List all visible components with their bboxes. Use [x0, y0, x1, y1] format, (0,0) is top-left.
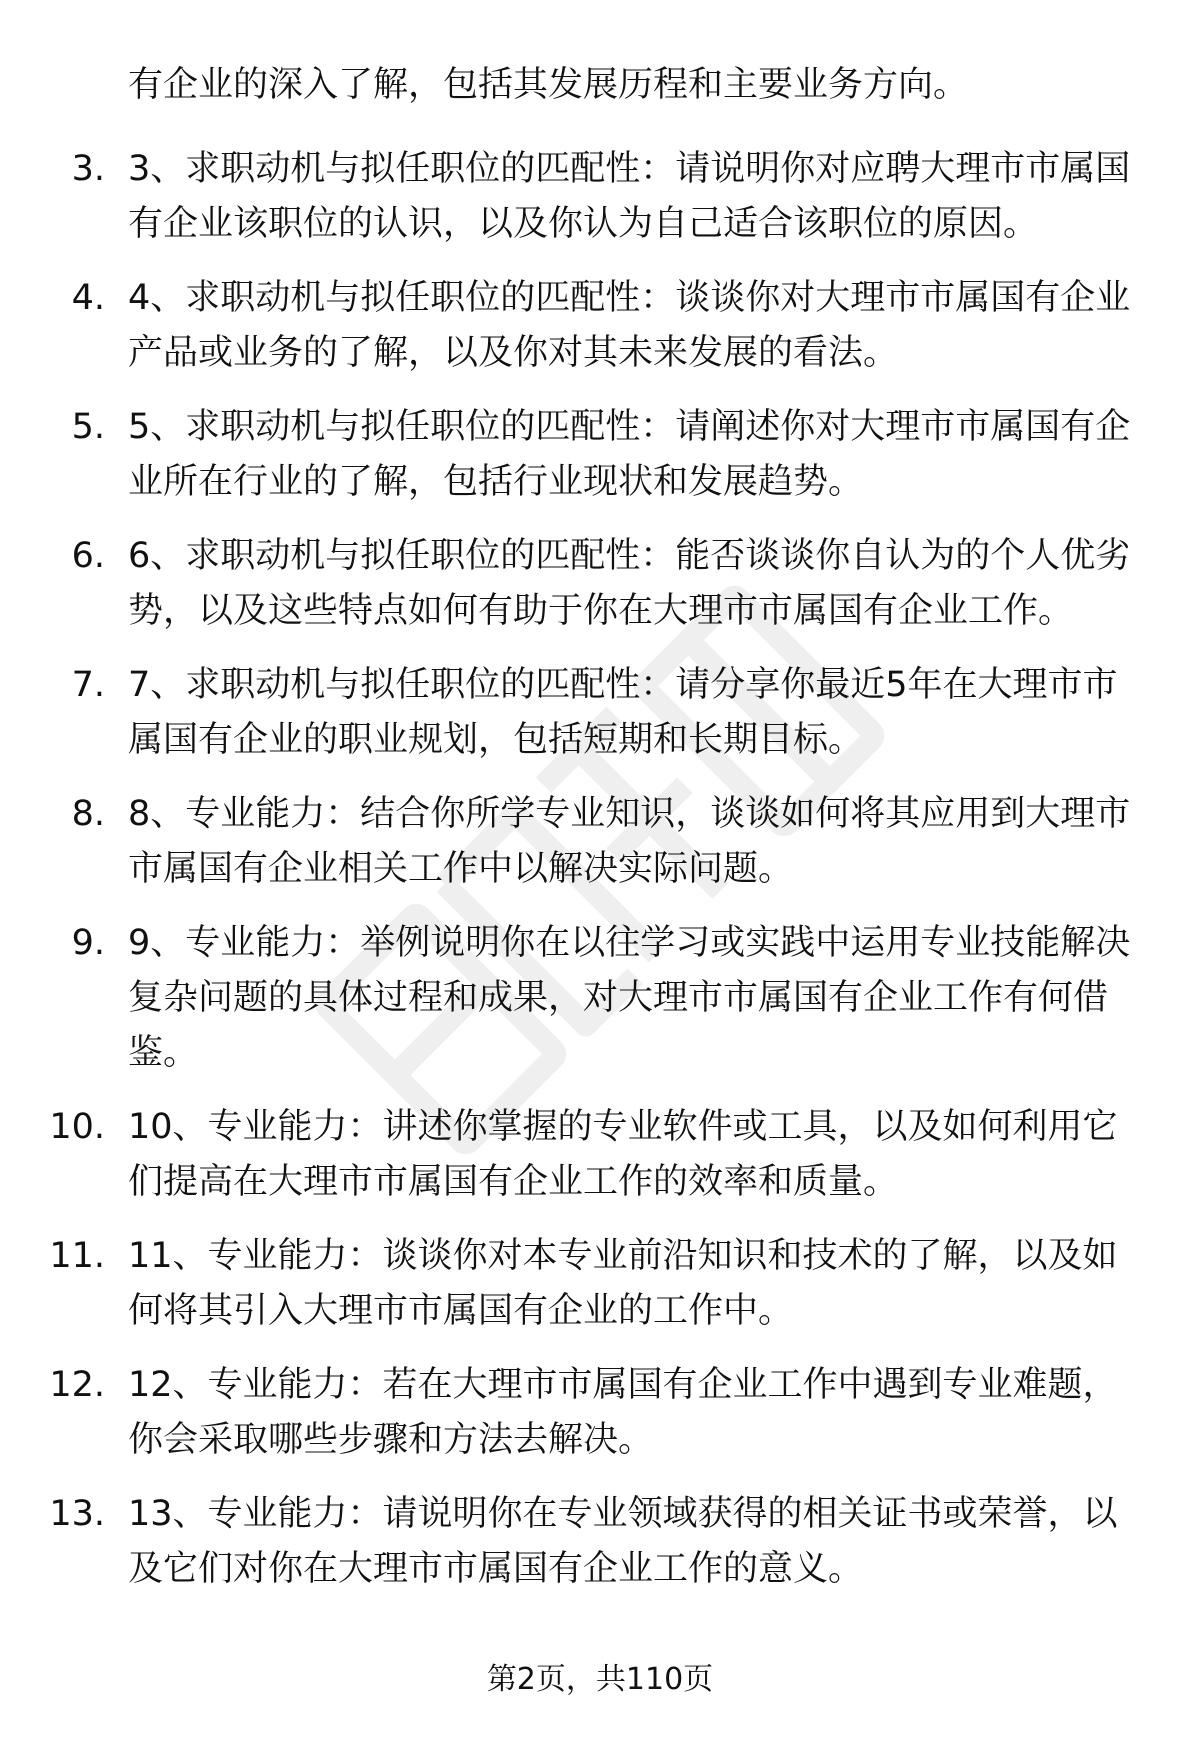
item-number: 8.	[71, 794, 105, 834]
item-line: 13、专业能力：请说明你在专业领域获得的相关证书或荣誉，以	[128, 1494, 1118, 1534]
item-text	[128, 400, 1168, 510]
item-line: 5、求职动机与拟任职位的匹配性：请阐述你对大理市市属国有企	[128, 407, 1131, 447]
item-line: 势，以及这些特点如何有助于你在大理市市属国有企业工作。	[128, 591, 1074, 631]
item-line: 3、求职动机与拟任职位的匹配性：请说明你对应聘大理市市属国	[128, 149, 1131, 189]
item-line: 业所在行业的了解，包括行业现状和发展趋势。	[128, 462, 864, 502]
item-line: 何将其引入大理市市属国有企业的工作中。	[128, 1291, 794, 1331]
list-item	[0, 529, 1200, 631]
item-text	[128, 916, 1168, 1081]
item-number: 11.	[49, 1236, 105, 1276]
list-item	[0, 658, 1200, 760]
item-number: 6.	[71, 536, 105, 576]
item-line: 10、专业能力：讲述你掌握的专业软件或工具，以及如何利用它	[128, 1107, 1118, 1147]
item-number: 4.	[71, 278, 105, 318]
list-item	[0, 1358, 1200, 1460]
item-line: 7、求职动机与拟任职位的匹配性：请分享你最近5年在大理市市	[128, 665, 1118, 705]
item-number: 9.	[71, 923, 105, 963]
item-text	[128, 142, 1168, 252]
list-item	[0, 1229, 1200, 1331]
list-item	[0, 271, 1200, 373]
page-number: 第2页，共110页	[486, 1662, 714, 1697]
item-line: 属国有企业的职业规划，包括短期和长期目标。	[128, 720, 864, 760]
item-number: 5.	[71, 407, 105, 447]
item-number: 10.	[49, 1107, 105, 1147]
item-line: 产品或业务的了解，以及你对其未来发展的看法。	[128, 333, 899, 373]
item-number: 3.	[71, 149, 105, 189]
item-text	[128, 1100, 1168, 1210]
list-item	[0, 787, 1200, 889]
item-text	[128, 1487, 1168, 1597]
list-item	[0, 400, 1200, 502]
item-number: 13.	[49, 1494, 105, 1534]
item-text	[128, 1358, 1168, 1468]
item-text	[128, 529, 1168, 639]
item-line: 12、专业能力：若在大理市市属国有企业工作中遇到专业难题，	[128, 1365, 1118, 1405]
item-line: 有企业该职位的认识，以及你认为自己适合该职位的原因。	[128, 204, 1039, 244]
list-item	[0, 916, 1200, 1073]
item-number: 7.	[71, 665, 105, 705]
continuation-line: 有企业的深入了解，包括其发展历程和主要业务方向。	[128, 65, 969, 105]
item-text	[128, 1229, 1168, 1339]
item-line: 11、专业能力：谈谈你对本专业前沿知识和技术的了解，以及如	[128, 1236, 1118, 1276]
item-number: 12.	[49, 1365, 105, 1405]
item-line: 9、专业能力：举例说明你在以往学习或实践中运用专业技能解决	[128, 923, 1131, 963]
list-item	[0, 1487, 1200, 1589]
item-line: 们提高在大理市市属国有企业工作的效率和质量。	[128, 1162, 899, 1202]
item-line: 6、求职动机与拟任职位的匹配性：能否谈谈你自认为的个人优劣	[128, 536, 1131, 576]
item-text	[128, 787, 1168, 897]
item-line: 4、求职动机与拟任职位的匹配性：谈谈你对大理市市属国有企业	[128, 278, 1131, 318]
item-line: 市属国有企业相关工作中以解决实际问题。	[128, 849, 794, 889]
item-line: 及它们对你在大理市市属国有企业工作的意义。	[128, 1549, 864, 1589]
item-line: 复杂问题的具体过程和成果，对大理市市属国有企业工作有何借	[128, 978, 1109, 1018]
item-text	[128, 271, 1168, 381]
item-line: 8、专业能力：结合你所学专业知识，谈谈如何将其应用到大理市	[128, 794, 1131, 834]
list-item	[0, 142, 1200, 244]
item-text	[128, 658, 1168, 768]
list-item	[0, 1100, 1200, 1202]
item-line: 鉴。	[128, 1033, 199, 1073]
item-line: 你会采取哪些步骤和方法去解决。	[128, 1420, 654, 1460]
question-list	[0, 142, 1200, 1616]
